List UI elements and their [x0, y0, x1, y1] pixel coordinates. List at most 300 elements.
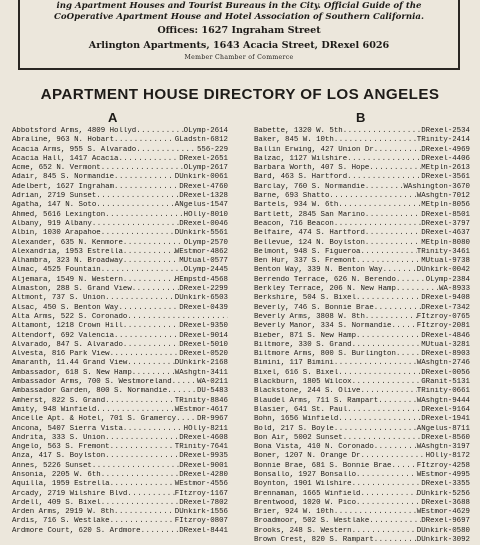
leader-dots: [176, 415, 197, 424]
directory-entry: [254, 350, 470, 359]
header-tagline: ing Apartment Houses and Tourist Bureaus in the City. Official Guide of the CoOperative Apartment House and Hotel Association of Southern California.: [54, 1, 424, 22]
directory-entry: [254, 276, 470, 285]
entry-phone: DRexel-4608: [179, 433, 228, 442]
directory-entry: [254, 425, 470, 434]
entry-phone: MUtual-9738: [421, 257, 470, 266]
directory-entry: [12, 471, 228, 480]
directory-entry: [12, 406, 228, 415]
leader-dots: [101, 499, 180, 508]
leader-dots: [365, 211, 421, 220]
leader-dots: [96, 201, 174, 210]
directory-entry: [254, 462, 470, 471]
leader-dots: [92, 220, 179, 229]
entry-phone: WAshgtn-9444: [416, 396, 470, 405]
leader-dots: [378, 397, 417, 406]
entry-name: Alhambra, 323 N. Broadway: [12, 257, 123, 266]
entry-name: Ansonia, 2205 W. 6th: [12, 470, 101, 479]
directory-entry: [254, 378, 470, 387]
entry-phone: DRexel-0056: [421, 368, 470, 377]
entry-phone: DRexel-4969: [421, 145, 470, 154]
entry-phone: DRexel-0520: [179, 350, 228, 359]
entry-phone: HOlly-8010: [183, 210, 228, 219]
leader-dots: [123, 341, 179, 350]
directory-entry: [254, 434, 470, 443]
entry-phone: TRinity-7641: [174, 443, 228, 452]
entry-name: Bon Air, 5002 Sunset: [254, 433, 343, 442]
entry-name: Blaudel Arms, 711 S. Rampart: [254, 396, 379, 405]
directory-entry: [254, 266, 470, 275]
directory-entry: [254, 443, 470, 452]
leader-dots: [96, 192, 179, 201]
entry-name: Amity, 948 Winfield: [12, 405, 97, 414]
entry-name: Bartlett, 2845 San Marino: [254, 210, 365, 219]
entry-name: Angelo, 563 S. Fremont: [12, 443, 110, 452]
entry-phone: GLadstn-6812: [174, 136, 228, 145]
entry-name: Barclay, 760 S. Normandie: [254, 182, 365, 191]
leader-dots: [347, 173, 421, 182]
entry-phone: TRinity-8846: [174, 396, 228, 405]
entry-name: Babette, 1320 W. 5th: [254, 127, 343, 135]
entry-phone: DRexel-4760: [179, 182, 228, 191]
entry-phone: DRexel-2299: [179, 285, 228, 294]
directory-entry: [254, 229, 470, 238]
directory-entry: [12, 332, 228, 341]
entry-phone: DRexel-4846: [421, 331, 470, 340]
entry-name: Blackstone, 244 S. Olive: [254, 387, 361, 396]
directory-entry: [12, 443, 228, 452]
leader-dots: [383, 266, 417, 275]
entry-name: Brennaman, 1665 Winfield: [254, 489, 361, 498]
entry-name: Berkley Terrace, 206 N. New Hamp: [254, 285, 396, 294]
entry-name: Amherst, 822 S. Grand: [12, 396, 106, 405]
leader-dots: [118, 155, 179, 164]
entry-name: Brier, 924 W. 10th: [254, 508, 334, 517]
entry-phone: TRinity-3461: [416, 247, 470, 256]
directory-entry: [254, 239, 470, 248]
directory-entry: [12, 452, 228, 461]
entry-name: Ambassador Arms, 700 S. Westmoreland: [12, 378, 172, 387]
entry-phone: DRexel-1941: [421, 415, 470, 424]
leader-dots: [334, 359, 417, 368]
directory-entry: [254, 192, 470, 201]
directory-entry: [254, 332, 470, 341]
entry-name: Blackburn, 1805 Wilcox: [254, 378, 352, 387]
leader-dots: [105, 434, 179, 443]
entry-phone: DRexel-8903: [421, 350, 470, 359]
entry-name: Beverly Arms, 3808 W. 8th: [254, 312, 365, 321]
entry-name: Biltmore Arms, 800 S. Burlington: [254, 350, 396, 359]
entry-name: Biltmore, 330 S. Grand: [254, 340, 352, 349]
leader-dots: [396, 350, 421, 359]
entry-name: Bold, 217 S. Boyle: [254, 424, 334, 433]
entry-phone: DRexel-3688: [421, 498, 470, 507]
entry-name: Ballin Erwing, 427 Union Dr: [254, 145, 374, 154]
entry-name: Barne, 693 Shatto: [254, 192, 330, 201]
directory-entry: [12, 164, 228, 173]
leader-dots: [136, 146, 197, 155]
entry-phone: DRexel-4280: [179, 470, 228, 479]
entry-name: Adair, 845 S. Normandie: [12, 173, 115, 182]
entry-name: Albin, 1030 Arapahoe: [12, 229, 101, 238]
directory-entry: [254, 211, 470, 220]
leader-dots: [369, 517, 421, 526]
directory-entry: [254, 248, 470, 257]
directory-entry: [254, 359, 470, 368]
directory-entry: [12, 304, 228, 313]
association-header: [18, 0, 460, 70]
leader-dots: [132, 285, 179, 294]
entry-phone: DUnkirk-0580: [416, 526, 470, 535]
leader-dots: [365, 183, 404, 192]
directory-entry: [12, 341, 228, 350]
directory-entry: [254, 527, 470, 536]
leader-dots: [123, 425, 184, 434]
entry-phone: DRexel-5010: [179, 340, 228, 349]
header-address: Arlington Apartments, 1643 Acacia Street, DRexel 6026: [88, 40, 390, 51]
leader-dots: [374, 443, 417, 452]
entry-phone: WA-8933: [438, 285, 470, 294]
leader-dots: [343, 434, 422, 443]
leader-dots: [127, 359, 174, 368]
leader-dots: [347, 155, 421, 164]
entry-name: Bimini, 117 Bimini: [254, 359, 334, 368]
leader-dots: [132, 369, 175, 378]
entry-phone: FItzroy-2081: [416, 322, 470, 331]
directory-entry: [12, 313, 228, 322]
entry-phone: OLymp-2617: [183, 164, 228, 173]
directory-entry: [12, 425, 228, 434]
entry-phone: OLymp-2445: [183, 266, 228, 275]
entry-phone: DU-5483: [196, 387, 228, 396]
entry-phone: DR-9967: [196, 415, 228, 424]
leader-dots: [334, 220, 421, 229]
entry-phone: DUnkirk-0042: [416, 266, 470, 275]
directory-entry: [254, 285, 470, 294]
entry-phone: WAshgtn-3411: [174, 368, 228, 377]
leader-dots: [114, 173, 175, 182]
directory-entry: [254, 304, 470, 313]
directory-entry: [254, 406, 470, 415]
entry-name: Baker, 845 W. 10th: [254, 136, 334, 145]
entry-name: Altmont, 737 S. Union: [12, 294, 106, 303]
leader-dots: [392, 322, 417, 331]
entry-name: Balzac, 1127 Wilshire: [254, 154, 348, 163]
leader-dots: [365, 313, 417, 322]
entry-name: Adrian, 2719 Sunset: [12, 192, 97, 201]
entry-name: Almac, 4525 Fountain: [12, 266, 101, 275]
directory-entry: [12, 508, 228, 517]
entry-phone: DUnkirk-6503: [174, 294, 228, 303]
header-member: Member Chamber of Commerce: [184, 54, 294, 61]
leader-dots: [374, 146, 421, 155]
entry-phone: DUnkirk-5561: [174, 229, 228, 238]
entry-name: Berkshire, 504 S. Bixel: [254, 294, 357, 303]
entry-name: Bonsallo, 1927 Bonsallo: [254, 470, 357, 479]
entry-phone: DRexel-9935: [179, 452, 228, 461]
entry-phone: DRexel-9408: [421, 294, 470, 303]
entry-phone: TRinity-2414: [416, 136, 470, 145]
directory-entry: [254, 369, 470, 378]
leader-dots: [356, 499, 421, 508]
entry-phone: ANgelus-1547: [174, 201, 228, 210]
entry-phone: DRexel-9001: [179, 461, 228, 470]
entry-name: Broadmoor, 502 S. Westlake: [254, 517, 370, 526]
leader-dots: [101, 471, 180, 480]
entry-phone: DRexel-4637: [421, 229, 470, 238]
entry-name: Belmont, 948 S. Figueroa: [254, 247, 361, 256]
directory-entry: [254, 387, 470, 396]
directory-entry: [12, 434, 228, 443]
entry-name: Brentwood, 1020 W. Pico: [254, 498, 357, 507]
directory-entry: [12, 490, 228, 499]
entry-phone: FItzroy-0765: [416, 312, 470, 321]
directory-entry: [254, 294, 470, 303]
column-a-listing: [12, 127, 228, 536]
directory-entry: [254, 164, 470, 173]
entry-name: Ben Hur, 337 S. Fremont: [254, 257, 357, 266]
directory-entry: [12, 239, 228, 248]
entry-name: Amaranth, 11.44 Grand View: [12, 359, 128, 368]
entry-name: Blasier, 641 St. Paul: [254, 405, 348, 414]
entry-name: Bixel, 616 S. Bixel: [254, 368, 339, 377]
entry-phone: 556-229: [196, 145, 228, 154]
entry-phone: DRexel-0439: [179, 303, 228, 312]
leader-dots: [334, 508, 417, 517]
entry-phone: WEstmor-4617: [174, 405, 228, 414]
directory-entry: [12, 183, 228, 192]
entry-phone: DRexel-3797: [421, 219, 470, 228]
entry-name: Bartels, 934 W. 6th: [254, 201, 339, 210]
leader-dots: [127, 490, 174, 499]
leader-dots: [334, 136, 417, 145]
leader-dots: [123, 248, 175, 257]
directory-entry: [12, 229, 228, 238]
leader-dots: [123, 239, 184, 248]
entry-name: Ancona, 5407 Sierra Vista: [12, 424, 123, 433]
leader-dots: [114, 508, 175, 517]
directory-entry: [12, 480, 228, 489]
leader-dots: [101, 266, 184, 275]
entry-phone: ANgelus-8711: [416, 424, 470, 433]
directory-entry: [12, 397, 228, 406]
entry-phone: DRexel-2651: [179, 154, 228, 163]
entry-phone: DUnkirk-1556: [174, 508, 228, 517]
entry-phone: MEtpln-8080: [421, 238, 470, 247]
entry-phone: OLymp-2570: [183, 238, 228, 247]
entry-phone: DRexel-8560: [421, 433, 470, 442]
entry-phone: WEstmor-4629: [416, 508, 470, 517]
directory-entry: [12, 220, 228, 229]
directory-entry: [254, 257, 470, 266]
entry-phone: OLymp-2614: [183, 127, 228, 135]
entry-phone: HEmpstd-4568: [174, 275, 228, 284]
entry-phone: OLymp-2384: [425, 275, 470, 284]
entry-phone: WEstmor-4862: [174, 247, 228, 256]
entry-name: Brown Crest, 820 S. Rampart: [254, 536, 374, 545]
entry-name: Ardmore Court, 620 S. Ardmore: [12, 526, 141, 535]
directory-entry: [12, 350, 228, 359]
entry-name: Bard, 463 S. Hartford: [254, 173, 348, 182]
entry-phone: WEstmor-4995: [416, 470, 470, 479]
header-offices: Offices: 1627 Ingraham Street: [157, 25, 321, 36]
leader-dots: [329, 192, 416, 201]
directory-entry: [254, 508, 470, 517]
directory-entry: [12, 192, 228, 201]
leader-dots: [101, 164, 184, 173]
leader-dots: [360, 452, 425, 461]
leader-dots: [105, 211, 184, 220]
leader-dots: [101, 229, 175, 238]
directory-entry: [12, 155, 228, 164]
directory-entry: [12, 127, 228, 136]
entry-name: Bellevue, 124 N. Boylston: [254, 238, 365, 247]
leader-dots: [123, 257, 179, 266]
leader-dots: [123, 322, 179, 331]
directory-entry: [254, 536, 470, 545]
leader-dots: [127, 313, 228, 322]
directory-entry: [12, 248, 228, 257]
directory-entry: [254, 183, 470, 192]
leader-dots: [136, 127, 183, 136]
entry-name: Bona Vista, 410 N. Coronado: [254, 443, 374, 452]
entry-phone: DRexel-0046: [179, 219, 228, 228]
entry-name: Albany, 919 Albany: [12, 219, 92, 228]
directory-entry: [254, 517, 470, 526]
directory-entry: [254, 471, 470, 480]
entry-phone: DRexel-7342: [421, 303, 470, 312]
directory-entry: [254, 499, 470, 508]
entry-name: Altamont, 1218 Crown Hill: [12, 322, 123, 331]
directory-entry: [12, 499, 228, 508]
entry-name: Alta Arms, 522 S. Coronado: [12, 312, 128, 321]
entry-name: Andrita, 333 S. Union: [12, 433, 106, 442]
leader-dots: [114, 136, 175, 145]
directory-entry: [12, 276, 228, 285]
entry-name: Barbara Worth, 407 S. Hope: [254, 164, 370, 173]
entry-phone: DRexel-8441: [179, 526, 228, 535]
entry-phone: GRanit-5131: [421, 378, 470, 387]
entry-name: Arden Arms, 2919 W. 8th: [12, 508, 115, 517]
leader-dots: [356, 332, 421, 341]
entry-name: Abraline, 963 N. Hobart: [12, 136, 115, 145]
directory-entry: [254, 341, 470, 350]
directory-entry: [12, 266, 228, 275]
leader-dots: [167, 387, 197, 396]
leader-dots: [338, 415, 421, 424]
directory-entry: [254, 201, 470, 210]
leader-dots: [396, 285, 439, 294]
entry-phone: DRexel-3355: [421, 480, 470, 489]
leader-dots: [352, 480, 422, 489]
entry-phone: DRexel-4406: [421, 154, 470, 163]
directory-entry: [254, 490, 470, 499]
entry-name: Benton Way, 339 N. Benton Way: [254, 266, 383, 275]
leader-dots: [110, 517, 175, 526]
entry-name: Aljemara, 1549 N. Western: [12, 275, 123, 284]
leader-dots: [105, 294, 175, 303]
leader-dots: [123, 276, 175, 285]
entry-name: Agatha, 147 N. Soto: [12, 201, 97, 210]
leader-dots: [356, 471, 417, 480]
directory-entry: [12, 322, 228, 331]
entry-name: Ardell, 409 S. Bixel: [12, 498, 101, 507]
leader-dots: [356, 294, 421, 303]
directory-entry: [254, 313, 470, 322]
entry-phone: DUnkirk-2168: [174, 359, 228, 368]
entry-phone: WAshgtn-7012: [416, 192, 470, 201]
entry-name: Anza, 417 S. Boylston: [12, 452, 106, 461]
directory-entry: [12, 517, 228, 526]
entry-phone: DUnkirk-3092: [416, 536, 470, 545]
entry-phone: MEtpln-8056: [421, 201, 470, 210]
entry-phone: DRexel-3561: [421, 173, 470, 182]
entry-name: Ancelle Apt. & Hotel, 701 S. Gramercy: [12, 415, 177, 424]
leader-dots: [365, 239, 421, 248]
entry-phone: DRexel-9014: [179, 331, 228, 340]
directory-entry: [12, 369, 228, 378]
entry-phone: HOlly-8211: [183, 424, 228, 433]
entry-phone: DRexel-1328: [179, 192, 228, 201]
directory-entry: [254, 220, 470, 229]
entry-phone: WAshgtn-2746: [416, 359, 470, 368]
entry-phone: WAshgtn-3197: [416, 443, 470, 452]
leader-dots: [118, 304, 179, 313]
leader-dots: [374, 304, 421, 313]
column-a-letter: A: [108, 110, 118, 125]
entry-phone: TRinity-0661: [416, 387, 470, 396]
entry-phone: WA-0211: [196, 378, 228, 387]
directory-entry: [12, 211, 228, 220]
directory-entry: [12, 173, 228, 182]
directory-entry: [12, 285, 228, 294]
entry-name: Acacia Hall, 1417 Acacia: [12, 154, 119, 163]
entry-name: Boynton, 1901 Wilshire: [254, 480, 352, 489]
directory-entry: [12, 294, 228, 303]
entry-name: Aquilla, 1959 Estrella: [12, 480, 110, 489]
entry-name: Beacon, 716 Beacon: [254, 219, 334, 228]
entry-phone: DUnkirk-0061: [174, 173, 228, 182]
directory-entry: [254, 415, 470, 424]
column-b-listing: [254, 127, 470, 545]
entry-name: Ardis, 716 S. Westlake: [12, 517, 110, 526]
column-b-letter: B: [356, 110, 366, 125]
entry-name: Ambassador, 618 S. New Hamp: [12, 368, 132, 377]
directory-entry: [254, 397, 470, 406]
entry-name: Brooks, 248 S. Western: [254, 526, 352, 535]
entry-name: Belfaire, 474 S. Hartford: [254, 229, 365, 238]
entry-name: Adelbert, 1627 Ingraham: [12, 182, 115, 191]
directory-entry: [12, 378, 228, 387]
entry-phone: DRexel-9697: [421, 517, 470, 526]
entry-phone: MEtpln-2613: [421, 164, 470, 173]
leader-dots: [347, 406, 421, 415]
entry-phone: DRexel-7802: [179, 498, 228, 507]
leader-dots: [110, 480, 175, 489]
entry-name: Boner, 1207 N. Orange Dr: [254, 452, 361, 461]
entry-phone: FItzroy-0807: [174, 517, 228, 526]
directory-entry: [12, 146, 228, 155]
entry-phone: DUnkirk-5256: [416, 489, 470, 498]
directory-entry: [254, 452, 470, 461]
entry-name: Berrendo Terrace, 626 N. Berendo: [254, 275, 396, 284]
entry-phone: DRexel-2534: [421, 127, 470, 135]
leader-dots: [338, 201, 421, 210]
directory-entry: [12, 415, 228, 424]
leader-dots: [343, 127, 422, 136]
entry-name: Ambassador Garden, 800 S. Normandie: [12, 387, 168, 396]
leader-dots: [360, 387, 416, 396]
entry-name: Bieber, 871 S. New Hamp: [254, 331, 357, 340]
